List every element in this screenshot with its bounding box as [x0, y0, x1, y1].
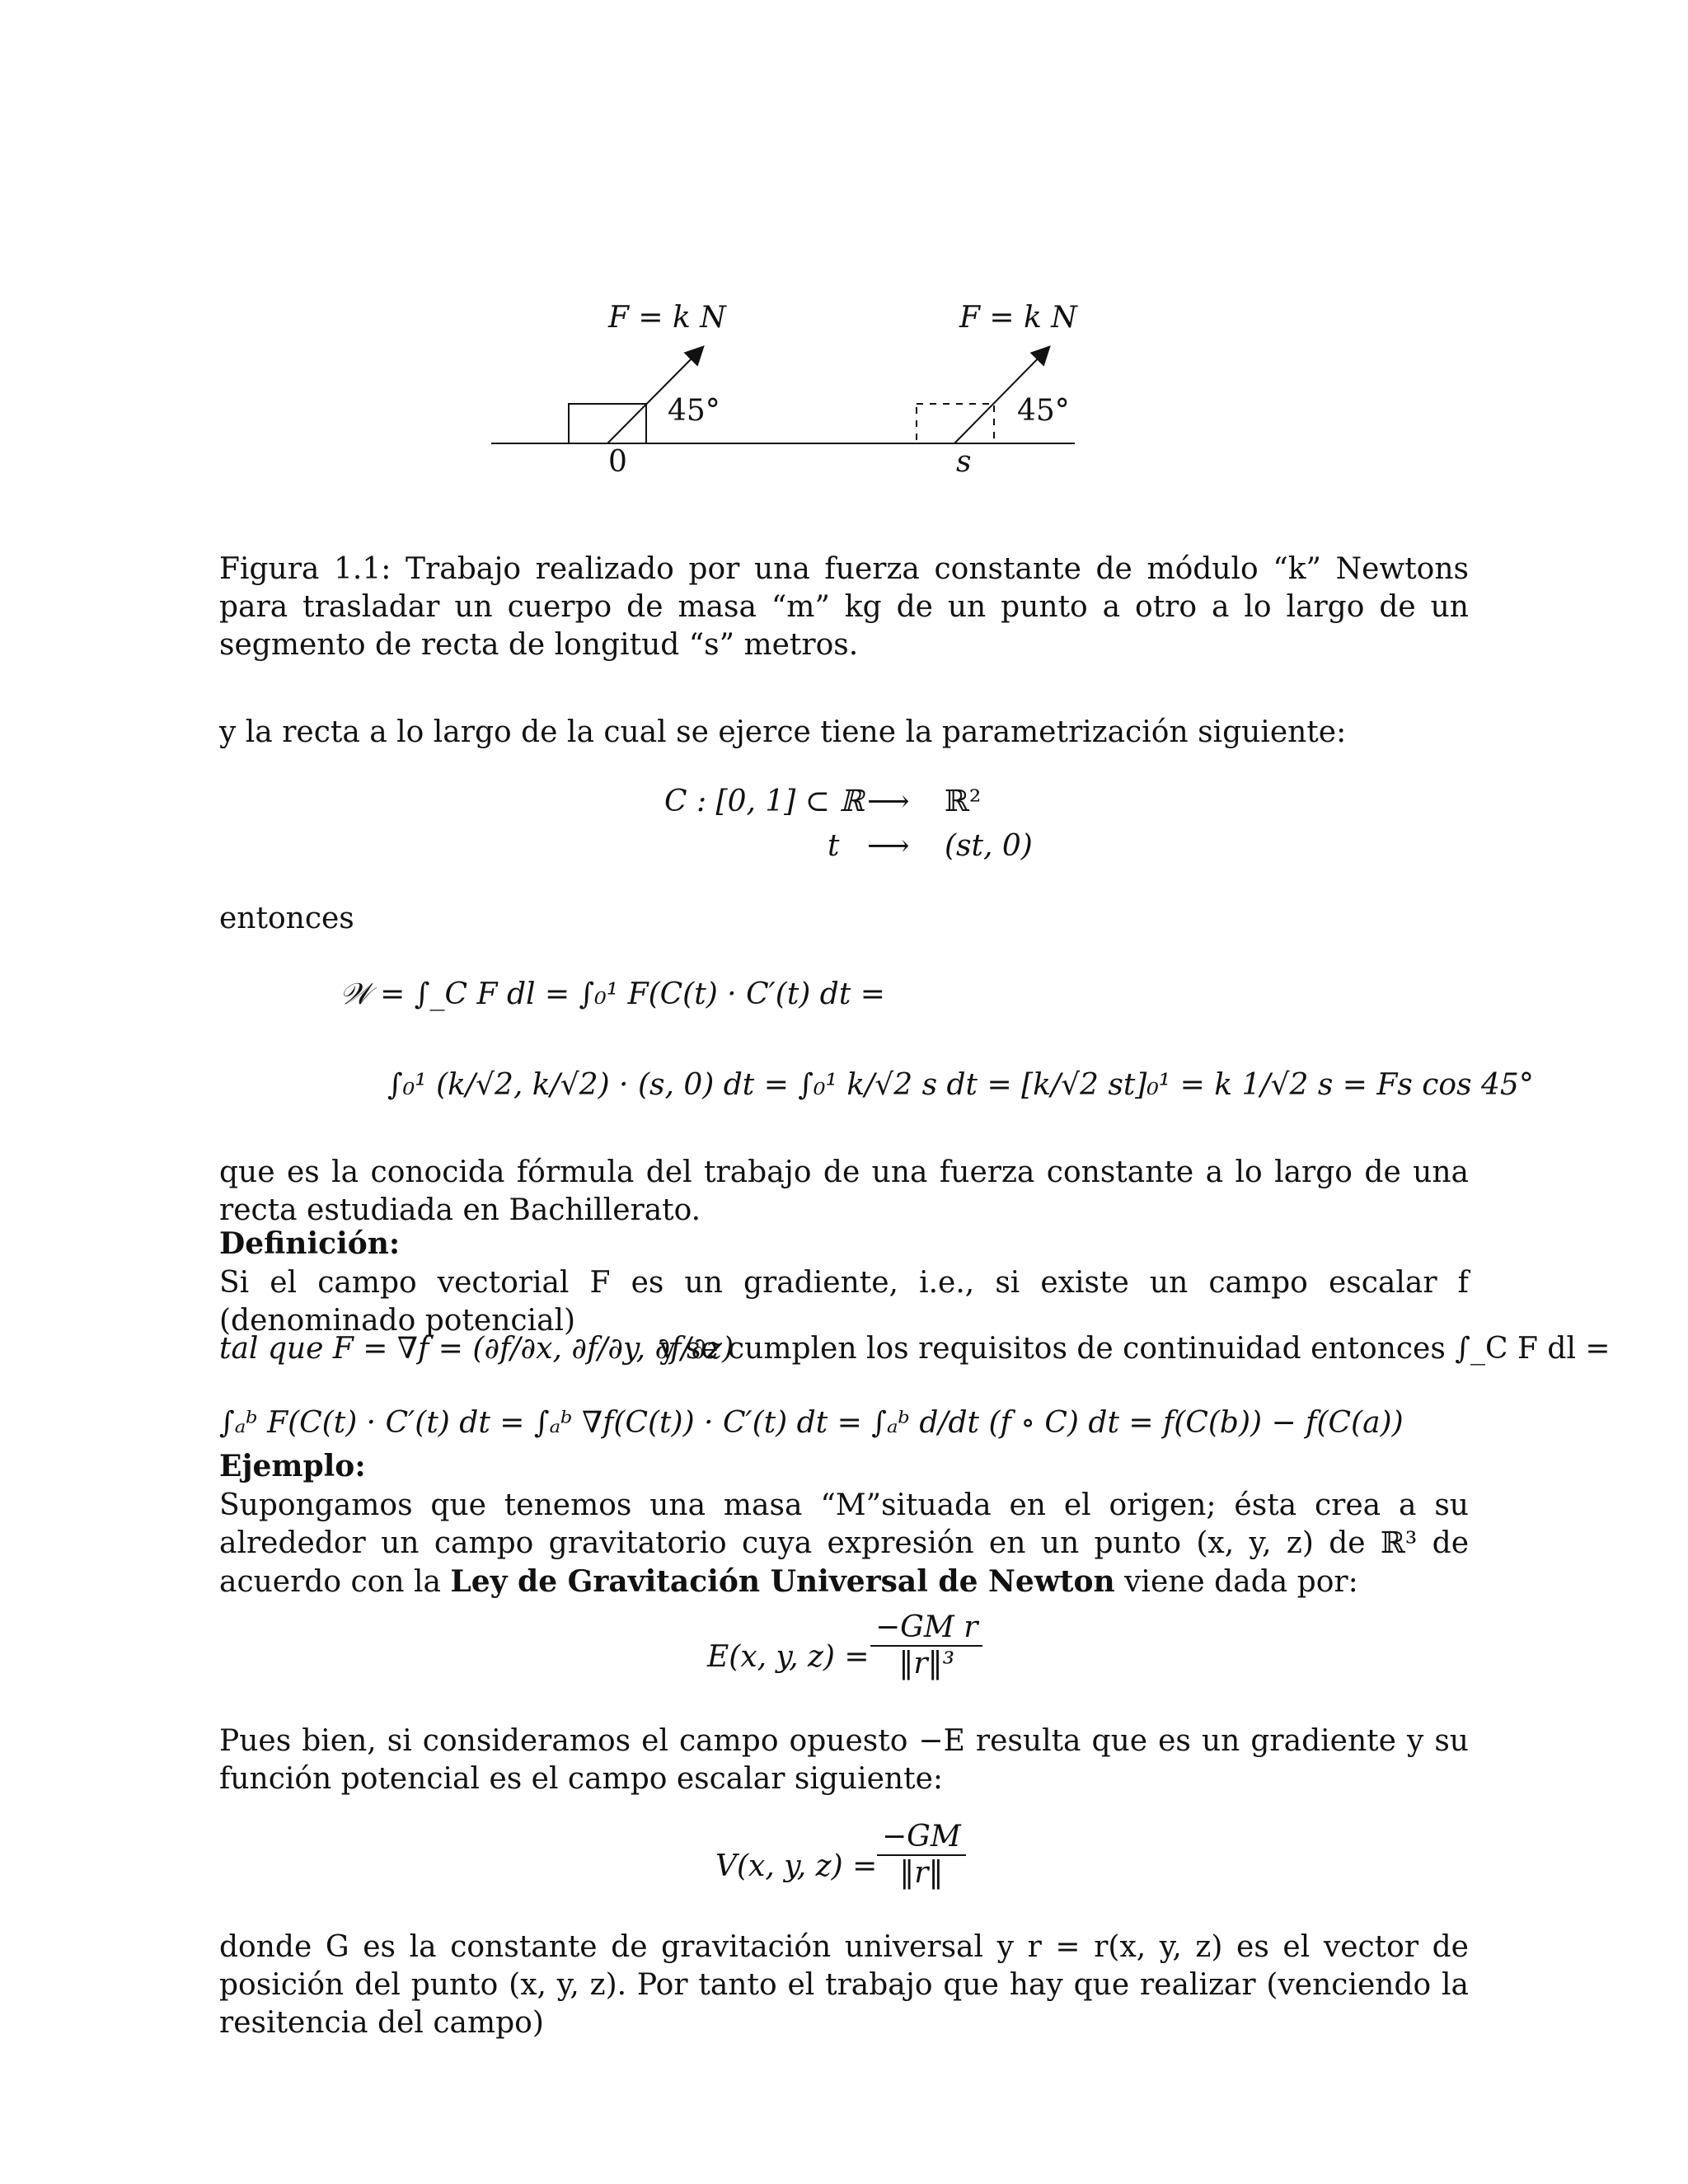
param-row1-right: ℝ²	[945, 785, 982, 818]
paragraph-bachillerato: que es la conocida fórmula del trabajo de una fuerza constante a lo largo de una recta estudiada en Bachillerato.	[219, 1155, 1469, 1227]
work-equation-line1: 𝒲 = ∫_C F dl = ∫₀¹ F(C(t) · C′(t) dt =	[340, 977, 885, 1011]
equation-E-numerator: −GM r	[870, 1610, 982, 1647]
word-entonces: entonces	[219, 902, 354, 935]
param-row1-arrow: ⟶	[867, 785, 910, 818]
end-label: s	[956, 445, 972, 479]
equation-V-left: V(x, y, z) =	[715, 1849, 878, 1883]
equation-V-numerator: −GM	[877, 1820, 966, 1856]
figure-caption: Figura 1.1: Trabajo realizado por una fuerza constante de módulo “k” Newtons para trasladar un cuerpo de masa “m” kg de un punto a otro a lo largo de un segmento de recta de longitud “s” metros.	[219, 552, 1469, 662]
angle-label-right: 45°	[1017, 394, 1070, 428]
example-text	[219, 1487, 1469, 1601]
angle-label-left: 45°	[668, 394, 720, 428]
block-end-dashed	[917, 404, 994, 443]
param-row1-left: C : [0, 1] ⊂ ℝ	[664, 785, 865, 818]
equation-V-denominator: ‖r‖	[899, 1856, 944, 1890]
block-start	[569, 404, 646, 443]
paragraph-gradient: Pues bien, si consideramos el campo opuesto −E resulta que es un gradiente y su función potencial es el campo escalar siguiente:	[219, 1724, 1469, 1796]
equation-V-fraction	[872, 1820, 971, 1891]
work-equation-line2: ∫₀¹ (k/√2, k/√2) · (s, 0) dt = ∫₀¹ k/√2 s dt = [k/√2 st]₀¹ = k 1/√2 s = Fs cos 45°	[387, 1068, 1534, 1102]
example-heading: Ejemplo:	[219, 1449, 366, 1483]
param-row2-right: (st, 0)	[945, 829, 1033, 863]
example-text-main: Supongamos que tenemos una masa “M”situada en el origen; ésta crea a su alrededor un campo gravitatorio cuya expresión en un punto (x, y, z) de ℝ³ de acuerdo con la	[219, 1488, 1469, 1599]
figure-diagram	[0, 0, 1688, 511]
definition-text-2b: y se cumplen los requisitos de continuidad entonces ∫_C F dl =	[659, 1332, 1611, 1366]
force-label-right: F = k N	[959, 301, 1077, 335]
equation-E-left: E(x, y, z) =	[707, 1640, 870, 1674]
example-text-tail: viene dada por:	[1124, 1565, 1358, 1599]
origin-label: 0	[608, 445, 627, 479]
equation-E-denominator: ‖r‖³	[898, 1647, 955, 1680]
paragraph-final: donde G es la constante de gravitación universal y r = r(x, y, z) es el vector de posición del punto (x, y, z). Por tanto el trabajo que hay que realizar (venciendo la resitencia del campo)	[219, 1930, 1469, 2040]
equation-E-fraction	[865, 1610, 987, 1681]
force-label-left: F = k N	[608, 301, 726, 335]
definition-text-1: Si el campo vectorial F es un gradiente, i.e., si existe un campo escalar f (denominado potencial)	[219, 1266, 1469, 1338]
definition-formula: ∫ₐᵇ F(C(t) · C′(t) dt = ∫ₐᵇ ∇f(C(t)) · C′(t) dt = ∫ₐᵇ d/dt (f ∘ C) dt = f(C(b)) − f(C(a))	[219, 1406, 1404, 1440]
param-row2-left: t	[828, 829, 840, 863]
definition-heading: Definición:	[219, 1226, 401, 1261]
example-text-bold: Ley de Gravitación Universal de Newton	[450, 1564, 1115, 1599]
definition-text-2a: tal que F = ∇f = (∂f/∂x, ∂f/∂y, ∂f/∂z)	[219, 1332, 734, 1366]
param-row2-arrow: ⟶	[867, 829, 910, 863]
paragraph-parametrization: y la recta a lo largo de la cual se ejerce tiene la parametrización siguiente:	[219, 715, 1347, 749]
